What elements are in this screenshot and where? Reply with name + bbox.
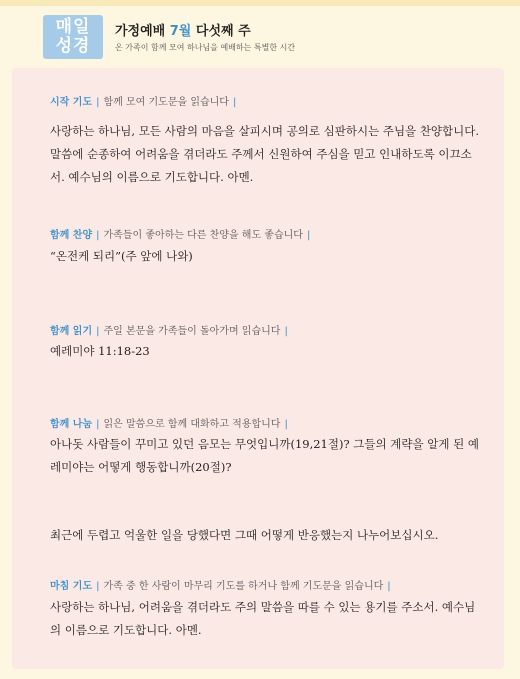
logo-line1: 매일 <box>55 17 91 37</box>
closing-title: 마침 기도 <box>50 581 93 592</box>
reading-desc: 주일 본문을 가족들이 돌아가며 읽습니다 <box>103 326 281 337</box>
praise-title: 함께 찬양 <box>50 230 93 241</box>
closing-header: 마침 기도 | 가족 중 한 사람이 마무리 기도를 하거나 함께 기도문을 읽습니다 | <box>50 581 391 592</box>
sharing-question-1: 아나돗 사람들이 꾸미고 있던 음모는 무엇입니까(19,21절)? 그들의 계략을 알게 된 예레미야는 어떻게 행동합니까(20절)? <box>50 437 479 474</box>
sharing-question-2: 최근에 두렵고 억울한 일을 당했다면 그때 어떻게 반응했는지 나누어보십시오. <box>50 528 439 542</box>
title-month: 7월 <box>169 24 192 39</box>
page-subtitle: 온 가족이 함께 모여 하나님을 예배하는 특별한 시간 <box>115 43 296 52</box>
opening-title: 시작 기도 <box>50 97 93 108</box>
opening-desc: 함께 모여 기도문을 읽습니다 <box>103 97 229 108</box>
sharing-header: 함께 나눔 | 읽은 말씀으로 함께 대화하고 적용합니다 | <box>50 419 288 430</box>
reading-title: 함께 읽기 <box>50 326 93 337</box>
logo-line2: 성경 <box>55 36 91 56</box>
closing-body: 사랑하는 하나님, 어려움을 겪더라도 주의 말씀을 따를 수 있는 용기를 주소서. 예수님의 이름으로 기도합니다. 아멘. <box>50 600 476 637</box>
opening-header: 시작 기도 | 함께 모여 기도문을 읽습니다 | <box>50 97 237 108</box>
opening-body: 사랑하는 하나님, 모든 사람의 마음을 살피시며 공의로 심판하시는 주님을 찬양합니다. 말씀에 순종하여 어려움을 겪더라도 주께서 신원하여 주심을 믿고 인내하도록 이끄소서. 예수님의 이름으로 기도합니다. 아멘. <box>50 124 480 184</box>
title-prefix: 가정예배 <box>115 24 166 39</box>
praise-desc: 가족들이 좋아하는 다른 찬양을 해도 좋습니다 <box>103 230 303 241</box>
reading-body: 예레미야 11:18-23 <box>50 344 150 358</box>
reading-header: 함께 읽기 | 주일 본문을 가족들이 돌아가며 읽습니다 | <box>50 326 288 337</box>
logo <box>43 15 103 59</box>
top-bar <box>0 0 520 6</box>
sharing-title: 함께 나눔 <box>50 419 93 430</box>
page-title <box>115 20 251 39</box>
praise-header: 함께 찬양 | 가족들이 좋아하는 다른 찬양을 해도 좋습니다 | <box>50 230 311 241</box>
sharing-desc: 읽은 말씀으로 함께 대화하고 적용합니다 <box>103 419 281 430</box>
praise-body: “온전케 되리”(주 앞에 나와) <box>50 249 193 263</box>
title-suffix: 다섯째 주 <box>195 24 251 39</box>
closing-desc: 가족 중 한 사람이 마무리 기도를 하거나 함께 기도문을 읽습니다 <box>103 581 384 592</box>
